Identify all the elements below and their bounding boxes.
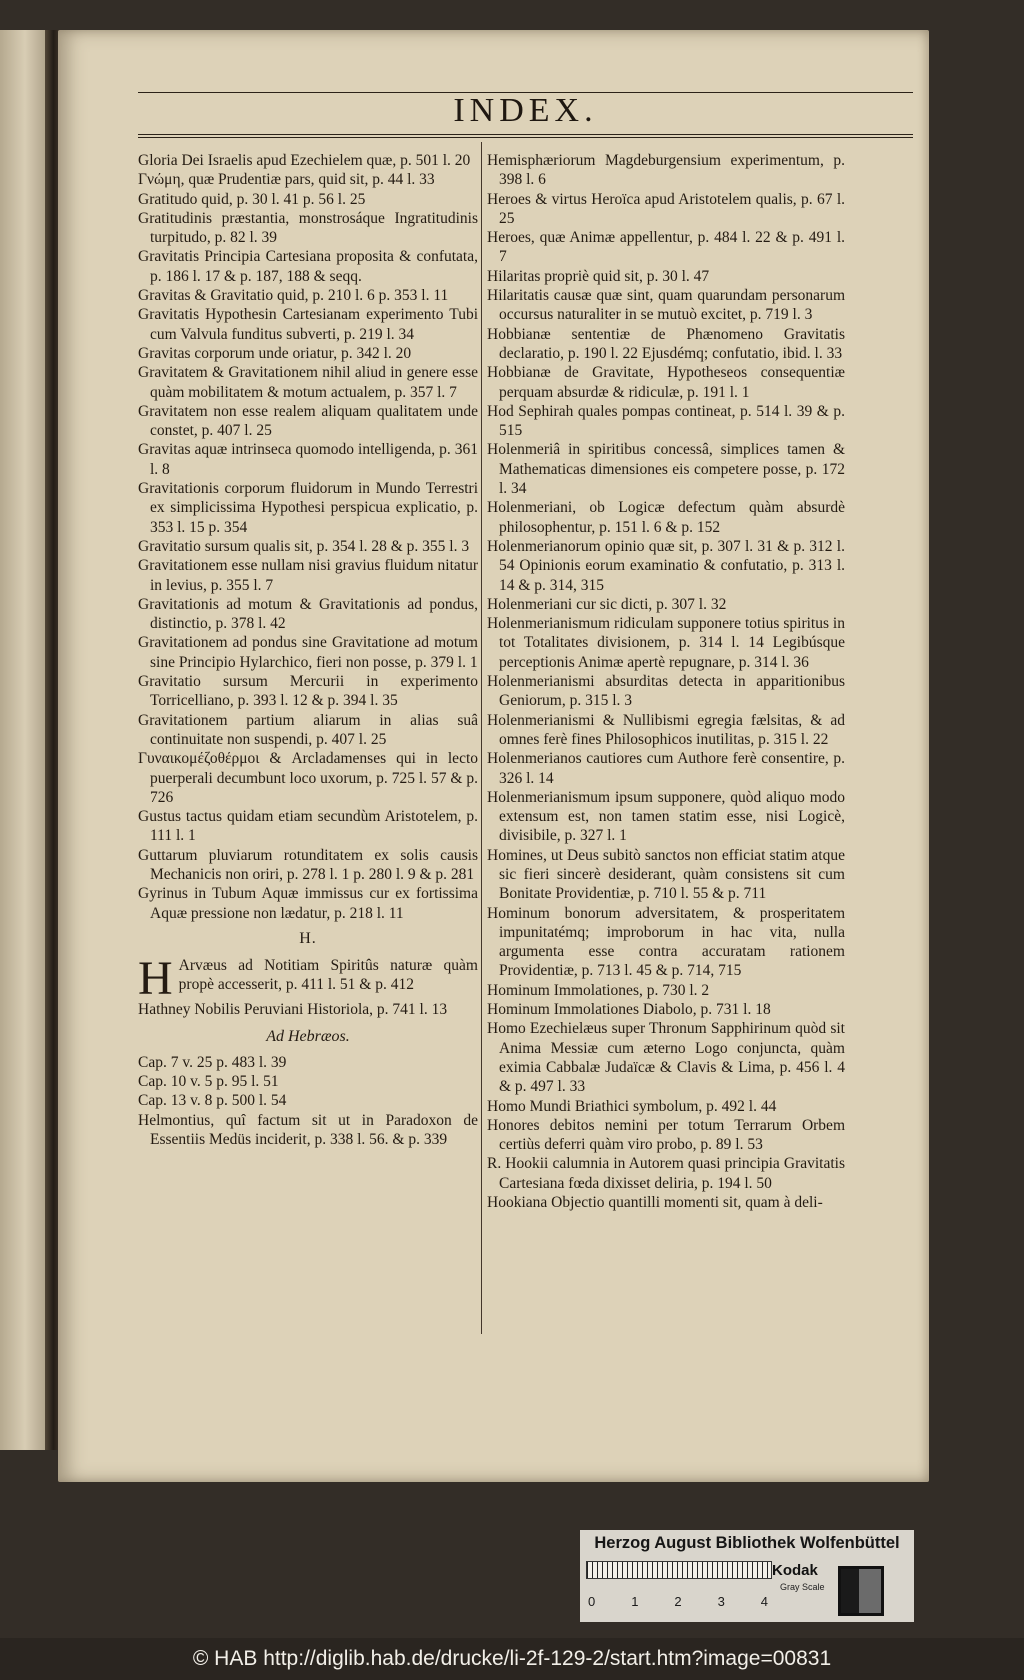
column-divider: [481, 142, 482, 1334]
g-entries-list: [138, 151, 478, 923]
index-column-left: [138, 151, 478, 1149]
index-entry: Gravitas corporum unde oriatur, p. 342 l. 20: [138, 344, 412, 362]
index-entry: Hilaritatis causæ quæ sint, quam quarundam personarum occursus naturaliter in se mutuò excitet, p. 719 l. 3: [487, 287, 845, 324]
footer-credit: © HAB http://diglib.hab.de/drucke/li-2f-129-2/start.htm?image=00831: [0, 1638, 1024, 1680]
scale-number: 4: [760, 1594, 768, 1609]
scripture-ref: Cap. 7 v. 25 p. 483 l. 39: [138, 1053, 287, 1071]
index-entry: R. Hookii calumnia in Autorem quasi principia Gravitatis Cartesiana fœda dixisset deliria, p. 194 l. 50: [487, 1155, 845, 1192]
index-entry: Holenmerianismum ipsum supponere, quòd aliquo modo extensum est, non tamen statim esse, nisi Logicè, divisibile, p. 327 l. 1: [487, 788, 845, 845]
index-entry: Γνώμη, quæ Prudentiæ pars, quid sit, p. 44 l. 33: [138, 171, 435, 189]
drop-cap: H: [138, 952, 173, 1006]
kodak-logo: Kodak: [772, 1562, 818, 1579]
index-entry: Honores debitos nemini per totum Terrarum Orbem certiùs deferri quàm viro probo, p. 89 l. 53: [487, 1116, 845, 1154]
index-entry: Heroes & virtus Heroïca apud Aristotelem qualis, p. 67 l. 25: [487, 190, 845, 227]
header-rule-bottom-thin: [138, 137, 913, 138]
index-entry: Gravitatio sursum Mercurii in experimento Torricelliano, p. 393 l. 12 & p. 394 l. 35: [138, 673, 478, 710]
index-entry: Holenmerianismi absurditas detecta in apparitionibus Geniorum, p. 315 l. 3: [487, 673, 845, 710]
index-entry: Gratitudo quid, p. 30 l. 41 p. 56 l. 25: [138, 190, 366, 208]
scripture-ref: Cap. 10 v. 5 p. 95 l. 51: [138, 1073, 279, 1091]
index-entry: Homo Mundi Briathici symbolum, p. 492 l. 44: [487, 1097, 777, 1115]
measurement-scale: [586, 1561, 772, 1579]
section-heading-h: H.: [299, 929, 317, 947]
index-entry: Holenmerianismum ridiculam supponere totius spiritus in tot Totalitates divisionem, p. 314 l. 14 Legibúsque perceptionis Animæ apertè repugnare, p. 314 l. 36: [487, 615, 845, 671]
index-entry: Gravitationem esse nullam nisi gravius fluidum nitatur in levius, p. 355 l. 7: [138, 557, 478, 594]
index-entry: Hominum bonorum adversitatem, & prosperitatem impunitatémq; improborum in hac vita, nulla argumenta esse contra accuratam rationem Providentiæ, p. 713 l. 45 & p. 714, 715: [487, 904, 845, 980]
index-entry: Holenmeriani cur sic dicti, p. 307 l. 32: [487, 595, 727, 613]
index-entry: Hathney Nobilis Peruviani Historiola, p. 741 l. 13: [138, 1001, 448, 1019]
index-entry: Hod Sephirah quales pompas contineat, p. 514 l. 39 & p. 515: [487, 402, 845, 440]
index-entry: Hilaritas propriè quid sit, p. 30 l. 47: [487, 267, 710, 285]
index-entry: Gravitationem ad pondus sine Gravitatione ad motum sine Principio Hylarchico, fieri non posse, p. 379 l. 1: [138, 634, 478, 671]
facing-page-edge: [0, 30, 50, 1450]
page-title: INDEX.: [453, 92, 598, 129]
library-name: Herzog August Bibliothek Wolfenbüttel: [594, 1534, 900, 1552]
index-entry: Gyrinus in Tubum Aquæ immissus cur ex fortissima Aquæ pressione non lædatur, p. 218 l. 11: [138, 885, 478, 922]
index-entry: Gravitationis ad motum & Gravitationis ad pondus, distinctio, p. 378 l. 42: [138, 595, 478, 633]
index-entry: Hobbianæ de Gravitate, Hypotheseos consequentiæ perquam absurdæ & ridiculæ, p. 191 l. 1: [487, 364, 845, 401]
gray-scale-patch: [838, 1566, 884, 1616]
h-entries-list: [487, 151, 845, 1212]
index-entry: Gravitas & Gravitatio quid, p. 210 l. 6 p. 353 l. 11: [138, 287, 449, 305]
header-rule-bottom: [138, 134, 913, 135]
index-entry: Holenmeriâ in spiritibus concessâ, simplices tamen & Mathematicas dimensiones eis competere posse, p. 172 l. 34: [487, 441, 845, 498]
index-entry: Arvæus ad Notitiam Spiritûs naturæ quàm propè accesserit, p. 411 l. 51 & p. 412: [178, 957, 478, 994]
scale-number: 0: [588, 1594, 596, 1609]
gray-scale-label: Gray Scale: [780, 1582, 825, 1592]
h-entry-block: [138, 952, 478, 1006]
index-entry: Gravitationem partium aliarum in alias suâ continuitate non suspendi, p. 407 l. 25: [138, 711, 478, 748]
index-entry: Hominum Immolationes Diabolo, p. 731 l. 18: [487, 1001, 771, 1019]
index-entry: Gravitatis Principia Cartesiana proposita & confutata, p. 186 l. 17 & p. 187, 188 & seqq.: [138, 248, 478, 285]
index-entry: Hobbianæ sententiæ de Phænomeno Gravitatis declaratio, p. 190 l. 22 Ejusdémq; confutatio, ibid. l. 33: [487, 325, 845, 362]
sub-heading: Ad Hebræos.: [266, 1028, 350, 1046]
scale-number: 3: [717, 1594, 725, 1609]
scripture-ref: Cap. 13 v. 8 p. 500 l. 54: [138, 1092, 287, 1110]
index-entry: Gravitatem & Gravitationem nihil aliud in genere esse quàm mobilitatem & motum actualem, p. 357 l. 7: [138, 364, 478, 401]
scale-numbers: [588, 1594, 768, 1609]
scale-number: 1: [631, 1594, 639, 1609]
index-entry: Gravitatis Hypothesin Cartesianam experimento Tubi cum Valvula funditus subverti, p. 219 l. 34: [138, 306, 478, 343]
index-entry: Gravitatem non esse realem aliquam qualitatem unde constet, p. 407 l. 25: [138, 402, 478, 440]
index-entry: Gravitationis corporum fluidorum in Mundo Terrestri ex simplicissima Hypothesi perspicua explicatio, p. 353 l. 15 p. 354: [138, 480, 478, 536]
index-entry: Gloria Dei Israelis apud Ezechielem quæ, p. 501 l. 20: [138, 152, 471, 169]
index-entry: Gustus tactus quidam etiam secundùm Aristotelem, p. 111 l. 1: [138, 808, 478, 845]
index-entry: Hookiana Objectio quantilli momenti sit, quam à deli-: [487, 1194, 823, 1212]
index-entry: Guttarum pluviarum rotunditatem ex solis causis Mechanicis non oriri, p. 278 l. 1 p. 280 l. 9 & p. 281: [138, 846, 478, 883]
index-entry: Helmontius, quî factum sit ut in Paradoxon de Essentiis Medüs inciderit, p. 338 l. 56. & p. 339: [138, 1111, 478, 1148]
index-entry: Hominum Immolationes, p. 730 l. 2: [487, 981, 710, 999]
index-column-right: [487, 151, 845, 1212]
index-entry: Γυναικομέζοθέρμοι & Arcladamenses qui in lecto puerperali decumbunt loco uxorum, p. 725 l. 57 & p. 726: [138, 750, 478, 806]
index-entry: Holenmerianos cautiores cum Authore ferè consentire, p. 326 l. 14: [487, 750, 845, 787]
index-entry: Gravitatio sursum qualis sit, p. 354 l. 28 & p. 355 l. 3: [138, 537, 470, 555]
index-entry: Holenmerianismi & Nullibismi egregia fælsitas, & ad omnes ferè fines Philosophicos inutilitas, p. 315 l. 22: [487, 711, 845, 748]
index-entry: Homo Ezechielæus super Thronum Sapphirinum quòd sit Anima Messiæ cum æterno Logo conjuncta, quàm eximia Cabbalæ Judaïcæ & Clavis & Lima, p. 456 l. 4 & p. 497 l. 33: [487, 1020, 845, 1096]
book-gutter: [45, 30, 59, 1450]
index-entry: Gravitas aquæ intrinseca quomodo intelligenda, p. 361 l. 8: [138, 441, 478, 478]
index-entry: Holenmerianorum opinio quæ sit, p. 307 l. 31 & p. 312 l. 54 Opinionis eorum examinatio & confutatio, p. 313 l. 14 & p. 314, 315: [487, 537, 845, 594]
index-entry: Gratitudinis præstantia, monstrosáque Ingratitudinis turpitudo, p. 82 l. 39: [138, 209, 478, 247]
index-entry: Hemisphæriorum Magdeburgensium experimentum, p. 398 l. 6: [487, 152, 845, 189]
index-entry: Homines, ut Deus subitò sanctos non efficiat statim atque sic fieri sincerè desiderant, quàm consistens sit cum Bonitate Providentiæ, p. 710 l. 55 & p. 711: [487, 846, 845, 903]
index-entry: Heroes, quæ Animæ appellentur, p. 484 l. 22 & p. 491 l. 7: [487, 229, 845, 266]
index-entry: Holenmeriani, ob Logicæ defectum quàm absurdè philosophentur, p. 151 l. 6 & p. 152: [487, 499, 845, 536]
scale-number: 2: [674, 1594, 682, 1609]
